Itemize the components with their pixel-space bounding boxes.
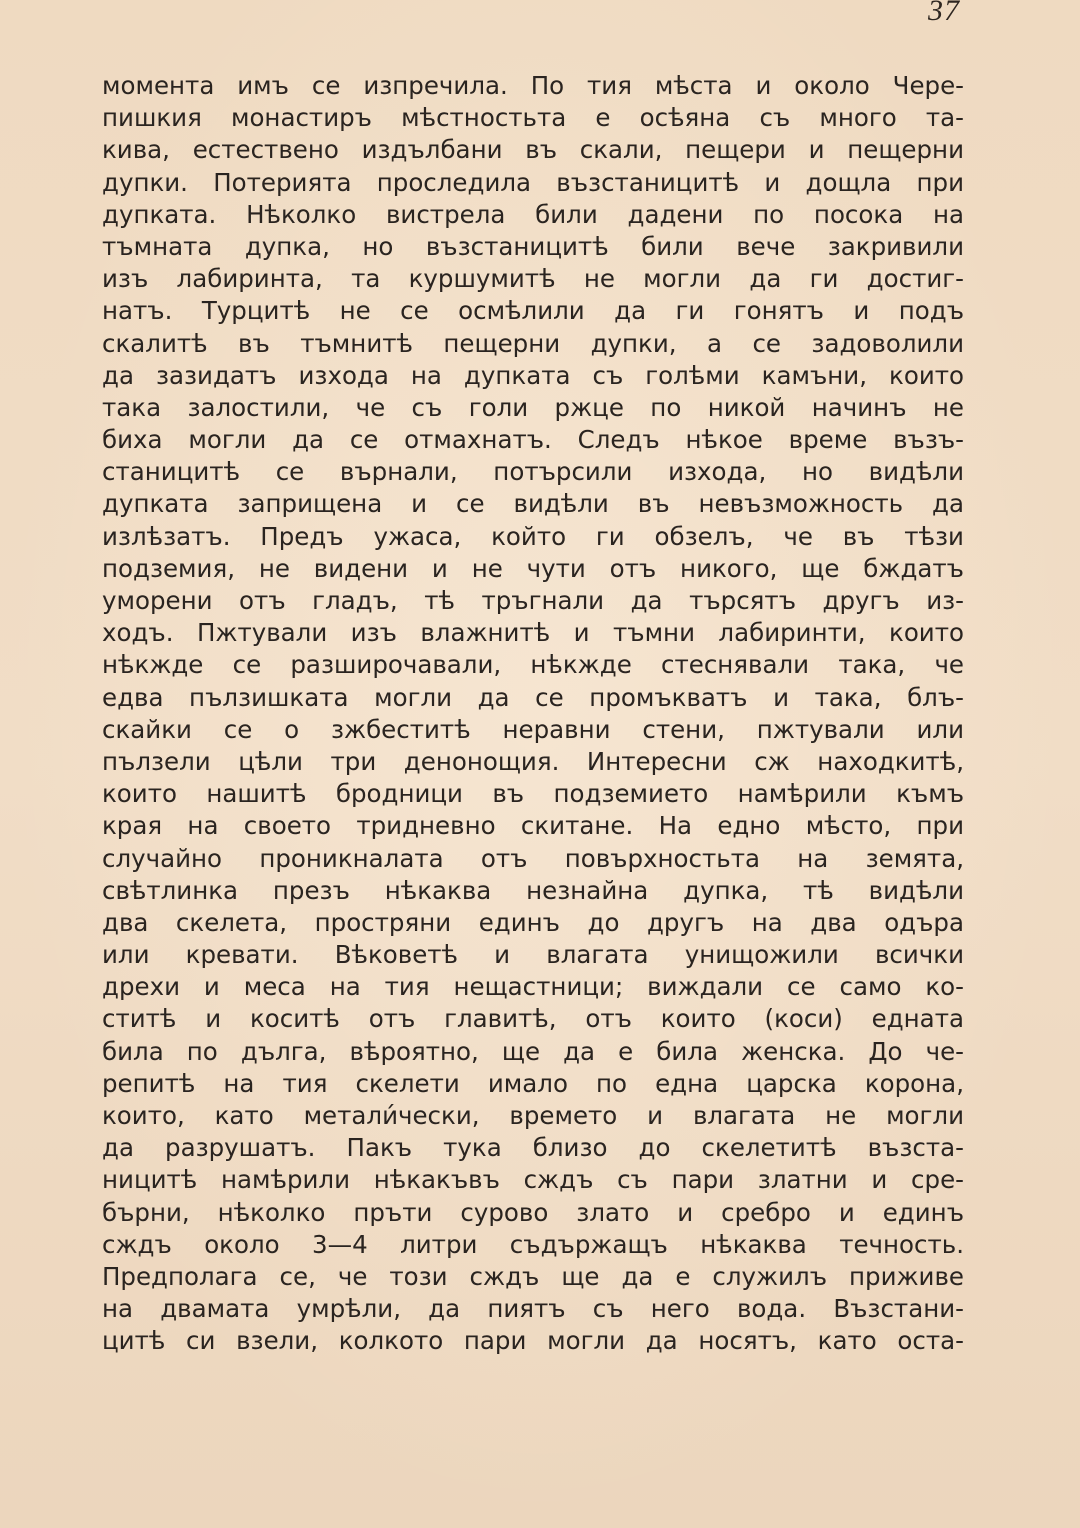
text-line: уморени отъ гладъ, тѣ тръгнали да търсятъ другъ из-: [102, 586, 964, 615]
text-line: подземия, не видени и не чути отъ никого, ще бждатъ: [102, 553, 964, 583]
text-line: да разрушатъ. Пакъ тука близо до скелетитѣ възста-: [102, 1133, 964, 1163]
text-line: два скелета, простряни единъ до другъ на два одъра: [102, 907, 964, 937]
text-line: свѣтлинка презъ нѣкаква незнайна дупка, тѣ видѣли: [102, 875, 964, 905]
text-line: репитѣ на тия скелети имало по една царска корона,: [102, 1068, 964, 1098]
text-line: дупката заприщена и се видѣли въ невъзможность да: [102, 489, 964, 519]
text-line: ститѣ и коситѣ отъ главитѣ, отъ които (коси) едната: [102, 1004, 964, 1034]
text-line: излѣзатъ. Предъ ужаса, който ги обзелъ, че въ тѣзи: [102, 521, 964, 551]
text-line: тъмната дупка, но възстаницитѣ били вече закривили: [102, 231, 964, 261]
text-line: които нашитѣ бродници въ подземието намѣрили къмъ: [102, 779, 964, 809]
text-line: дупки. Потерията проследила възстаницитѣ и дощла при: [102, 167, 964, 197]
text-line: едва пълзишката могли да се промъкватъ и така, блъ-: [102, 682, 964, 712]
text-line: цитѣ си взели, колкото пари могли да носятъ, като оста-: [102, 1326, 964, 1356]
text-line: дупката. Нѣколко вистрела били дадени по посока на: [102, 199, 964, 229]
page-number: 37: [928, 0, 960, 27]
text-line: Предполага се, че този сждъ ще да е служилъ приживе: [102, 1261, 964, 1291]
text-line: така залостили, че съ голи ржце по никой начинъ не: [102, 392, 964, 422]
text-line: които, като метали́чески, времето и влагата не могли: [102, 1101, 964, 1130]
text-line: биха могли да се отмахнатъ. Следъ нѣкое време възъ-: [102, 425, 964, 455]
text-line: пишкия монастиръ мѣстностьта е осѣяна съ много та-: [102, 103, 964, 133]
text-line: ходъ. Пжтували изъ влажнитѣ и тъмни лабиринти, които: [102, 618, 964, 648]
text-line: дрехи и меса на тия нещастници; виждали се само ко-: [102, 972, 964, 1002]
text-line: изъ лабиринта, та куршумитѣ не могли да ги достиг-: [102, 264, 964, 294]
text-line: станицитѣ се върнали, потърсили изхода, но видѣли: [102, 457, 964, 487]
text-line: бърни, нѣколко пръти сурово злато и сребро и единъ: [102, 1197, 964, 1227]
text-line: скалитѣ въ тъмнитѣ пещерни дупки, а се задоволили: [102, 328, 964, 358]
text-line: момента имъ се изпречила. По тия мѣста и около Чере-: [102, 71, 964, 100]
body-text: [102, 70, 964, 1358]
text-line: кива, естествено издълбани въ скали, пещери и пещерни: [102, 135, 964, 165]
text-line: била по дълга, вѣроятно, ще да е била женска. До че-: [102, 1036, 964, 1066]
text-line: ницитѣ намѣрили нѣкакъвъ сждъ съ пари златни и сре-: [102, 1165, 964, 1195]
text-line: случайно проникналата отъ повърхностьта на земята,: [102, 843, 964, 873]
text-line: края на своето тридневно скитане. На едно мѣсто, при: [102, 811, 964, 841]
text-line: пълзели цѣли три денонощия. Интересни сж находкитѣ,: [102, 746, 964, 776]
text-line: нѣкжде се разширочавали, нѣкжде стеснявали така, че: [102, 650, 964, 680]
text-line: натъ. Турцитѣ не се осмѣлили да ги гонятъ и подъ: [102, 296, 964, 326]
text-line: скайки се о зжбеститѣ неравни стени, пжтували или: [102, 714, 964, 744]
text-line: сждъ около 3—4 литри съдържащъ нѣкаква течность.: [102, 1229, 964, 1259]
text-line: или кревати. Вѣковетѣ и влагата унищожили всички: [102, 940, 964, 970]
text-line: да зазидатъ изхода на дупката съ голѣми камъни, които: [102, 360, 964, 390]
text-line: на двамата умрѣли, да пиятъ съ него вода. Възстани-: [102, 1294, 964, 1324]
